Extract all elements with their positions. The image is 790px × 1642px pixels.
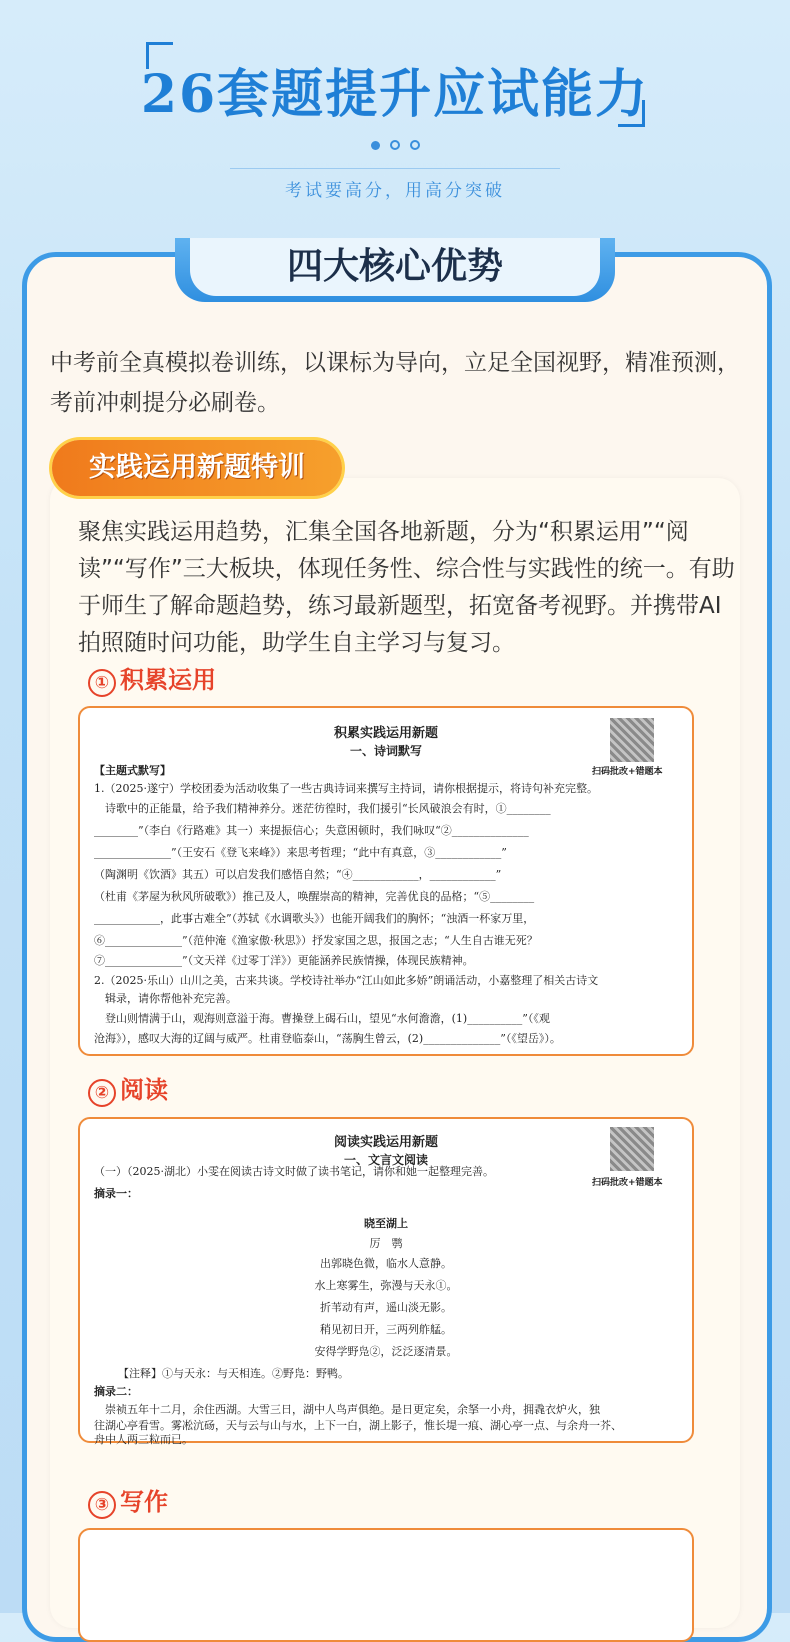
paper-line: ⑦______________”（文天祥《过零丁洋》）更能涵养民族情操，体现民族精神。 — [94, 954, 474, 967]
paper-line: 登山则情满于山，观海则意溢于海。曹操登上碣石山，望见“水何澹澹，(1)__________”（《观 — [94, 1012, 550, 1025]
excerpt-label: 摘录一： — [94, 1187, 138, 1200]
dot-icon — [410, 140, 420, 150]
dot-icon — [371, 141, 380, 150]
paper-title: 积累实践运用新题 — [333, 726, 438, 741]
panel-intro: 中考前全真模拟卷训练，以课标为导向，立足全国视野，精准预测，考前冲刺提分必刷卷。 — [50, 350, 740, 416]
paper-subtitle: 一、诗词默写 — [349, 744, 422, 758]
section-label: 阅读 — [120, 1076, 168, 1104]
sample-paper-accumulation — [78, 706, 694, 1056]
paper-line: 沧海》），感叹大海的辽阔与威严。杜甫登临泰山，“荡胸生曾云，(2)______________”（《望岳》）。 — [94, 1032, 561, 1045]
qr-code-icon — [610, 718, 654, 762]
sample-paper-writing — [78, 1528, 694, 1642]
poem-line: 折苇动有声，遥山淡无影。 — [320, 1301, 452, 1314]
paper-line: ________”（李白《行路难》其一）来提振信心；失意困顿时，我们咏叹“②______________ — [94, 824, 529, 837]
poem-line: 稍见初日开，三两列舴艋。 — [320, 1323, 452, 1336]
section-label: 写作 — [120, 1488, 168, 1516]
poem-line: 水上寒雾生，弥漫与天永①。 — [314, 1279, 458, 1292]
feature-badge-label: 实践运用新题特训 — [89, 452, 305, 483]
section-number: ② — [88, 1079, 116, 1107]
section-heading-writing — [88, 1482, 168, 1519]
prose-line: 崇祯五年十二月，余住西湖。大雪三日，湖中人鸟声俱绝。是日更定矣，余拏一小舟，拥毳衣炉火，独 — [94, 1403, 600, 1416]
paper-line: 1.（2025·遂宁）学校团委为活动收集了一些古典诗词来撰写主持词，请你根据提示，将诗句补充完整。 — [94, 782, 598, 795]
paper-line: 2.（2025·乐山）山川之美，古来共谈。学校诗社举办“江山如此多娇”朗诵活动，小嘉整理了相关古诗文 — [94, 974, 599, 987]
paper-title: 阅读实践运用新题 — [333, 1135, 438, 1150]
paper-line: 【主题式默写】 — [94, 764, 171, 777]
poem-title: 晓至湖上 — [364, 1217, 408, 1230]
poem-author: 厉 鹗 — [369, 1237, 403, 1250]
section-label: 积累运用 — [120, 666, 216, 694]
qr-label: 扫码批改+错题本 — [592, 767, 663, 777]
feature-description: 聚焦实践运用趋势，汇集全国各地新题，分为“积累运用”“阅读”“写作”三大板块，体现任务性、综合性与实践性的统一。有助于师生了解命题趋势，练习最新题型，拓宽备考视野。并携带AI拍照随时问功能，助学生自主学习与复习。 — [78, 519, 735, 656]
section-heading-accumulation — [88, 660, 216, 697]
paper-line: （一）（2025·湖北）小雯在阅读古诗文时做了读书笔记，请你和她一起整理完善。 — [94, 1165, 494, 1178]
paper-line: 辑录，请你帮他补充完善。 — [94, 992, 237, 1005]
poem-note: 【注释】①与天永：与天相连。②野凫：野鸭。 — [118, 1367, 349, 1380]
section-number: ① — [88, 669, 116, 697]
sample-paper-reading — [78, 1117, 694, 1446]
paper-line: （杜甫《茅屋为秋风所破歌》）推己及人，唤醒崇高的精神，完善优良的品格；“⑤________ — [94, 890, 535, 903]
section-heading-reading — [88, 1070, 168, 1107]
dot-icon — [390, 140, 400, 150]
excerpt-label: 摘录二： — [94, 1385, 138, 1398]
paper-line: 诗歌中的正能量，给予我们精神养分。迷茫彷徨时，我们援引“长风破浪会有时，①________ — [94, 802, 551, 815]
section-number: ③ — [88, 1491, 116, 1519]
title-bracket-right — [618, 100, 645, 127]
poem-line: 出郭晓色微，临水人意静。 — [320, 1257, 452, 1270]
paper-line: ______________”（王安石《登飞来峰》）来思考哲理；“此中有真意，③____________” — [94, 846, 507, 859]
prose-line: 往湖心亭看雪。雾凇沆砀，天与云与山与水，上下一白，湖上影子，惟长堤一痕、湖心亭一点、与余舟一芥、 — [94, 1419, 622, 1432]
prose-line: 舟中人两三粒而已。 — [94, 1433, 193, 1446]
paper-line: ____________，此事古难全”（苏轼《水调歌头》）也能开阔我们的胸怀；“浊酒一杯家万里， — [94, 912, 535, 925]
main-title: 26套题提升应试能力 — [140, 64, 650, 125]
paper-line: （陶渊明《饮酒》其五）可以启发我们感悟自然；“④____________，____________” — [94, 868, 502, 881]
qr-label: 扫码批改+错题本 — [592, 1178, 663, 1188]
paper-subtitle: 一、文言文阅读 — [343, 1153, 428, 1167]
poem-line: 安得学野凫②，泛泛逐清景。 — [314, 1345, 458, 1358]
hero-header — [0, 0, 790, 240]
panel-tab-title: 四大核心优势 — [190, 238, 600, 296]
hero-subtitle: 考试要高分，用高分突破 — [285, 181, 505, 201]
divider — [230, 168, 560, 169]
carousel-dots — [0, 135, 790, 154]
paper-line: ⑥______________”（范仲淹《渔家傲·秋思》）抒发家国之思，报国之志；“人生自古谁无死？ — [94, 934, 538, 947]
